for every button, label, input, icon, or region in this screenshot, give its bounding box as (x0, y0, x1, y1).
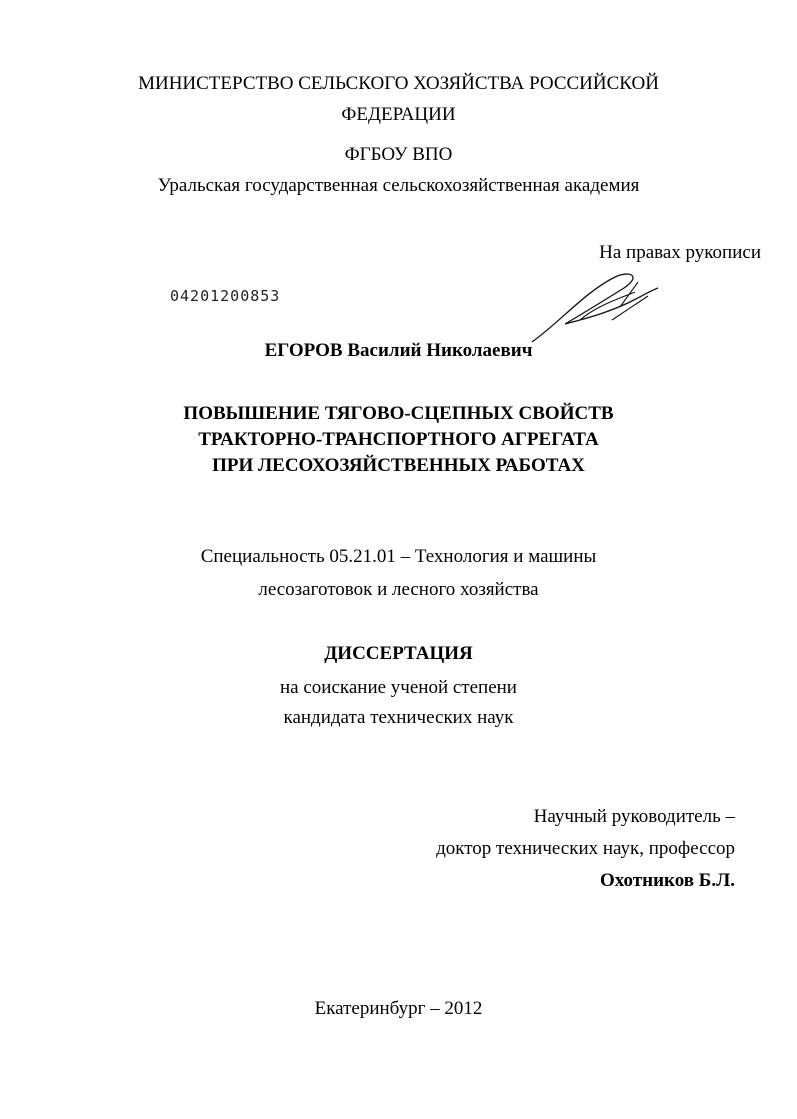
degree-line-2: кандидата технических наук (283, 707, 514, 728)
degree-line-1: на соискание ученой степени (280, 677, 517, 698)
institution-type: ФГБОУ ВПО (344, 144, 453, 165)
supervisor-name: Охотников Б.Л. (600, 870, 735, 891)
supervisor-role: Научный руководитель – (533, 806, 735, 827)
title-line-2: ТРАКТОРНО-ТРАНСПОРТНОГО АГРЕГАТА (198, 429, 599, 450)
supervisor-degree: доктор технических наук, профессор (436, 838, 735, 859)
author-name: ЕГОРОВ Василий Николаевич (264, 340, 533, 361)
catalog-number: 04201200853 (170, 287, 281, 305)
title-line-3: ПРИ ЛЕСОХОЗЯЙСТВЕННЫХ РАБОТАХ (212, 455, 585, 476)
academy-name: Уральская государственная сельскохозяйственная академия (157, 175, 640, 196)
ministry-line-1: МИНИСТЕРСТВО СЕЛЬСКОГО ХОЗЯЙСТВА РОССИЙСКОЙ (138, 73, 659, 94)
document-type: ДИССЕРТАЦИЯ (324, 643, 473, 664)
title-line-1: ПОВЫШЕНИЕ ТЯГОВО-СЦЕПНЫХ СВОЙСТВ (183, 403, 614, 424)
specialty-line-2: лесозаготовок и лесного хозяйства (258, 579, 539, 600)
place-year: Екатеринбург – 2012 (314, 998, 483, 1019)
ministry-line-2: ФЕДЕРАЦИИ (341, 104, 456, 125)
manuscript-note: На правах рукописи (599, 242, 761, 263)
specialty-line-1: Специальность 05.21.01 – Технология и машины (200, 546, 597, 567)
